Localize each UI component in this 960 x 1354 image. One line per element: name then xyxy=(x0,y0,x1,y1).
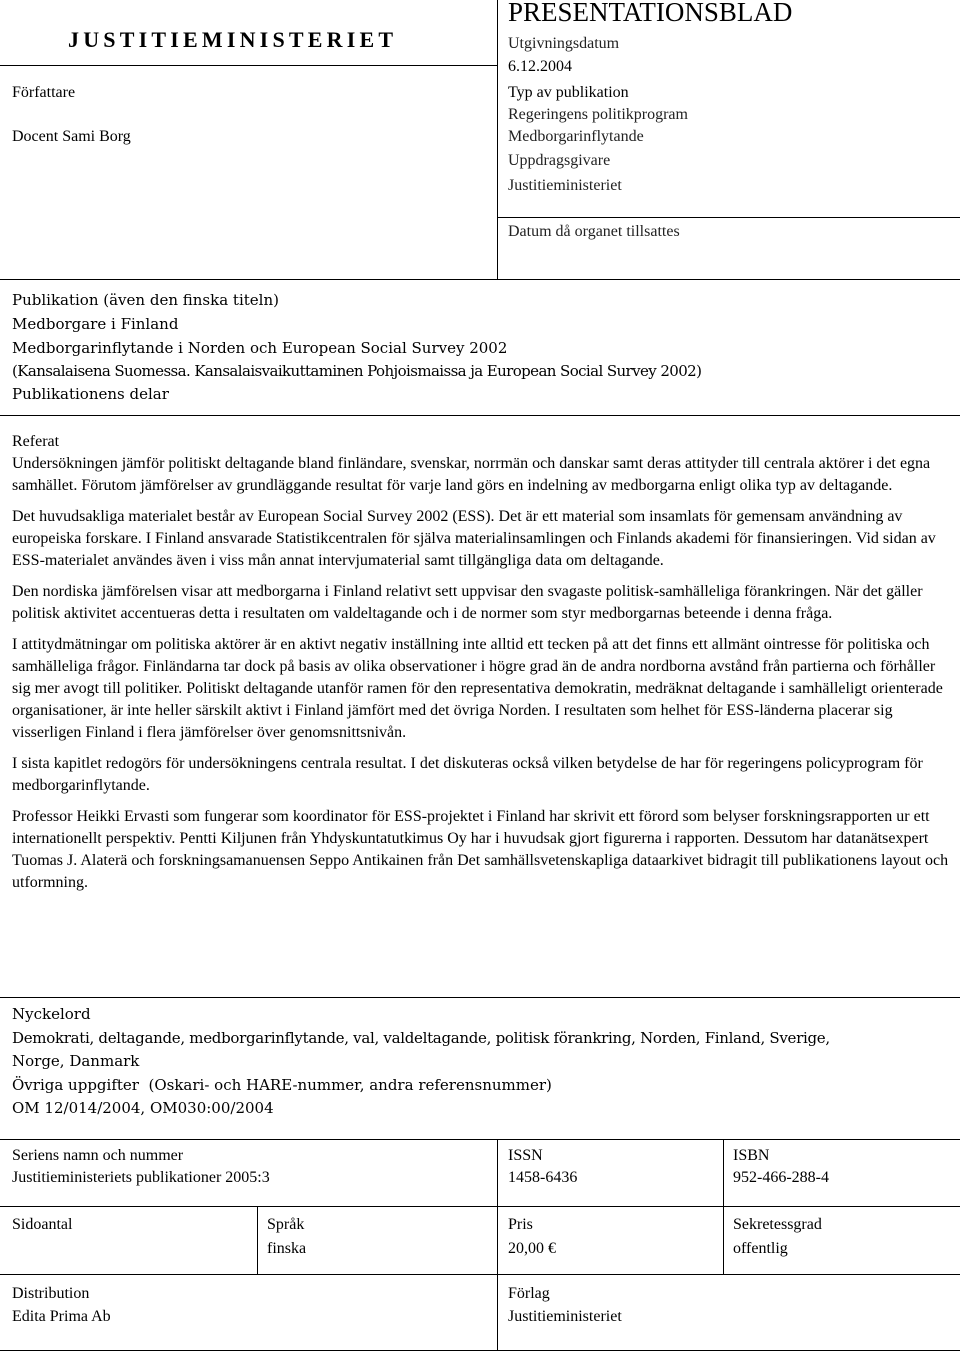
keywords-line1: Demokrati, deltagande, medborgarinflytande, val, valdeltagande, politisk förankring, Norden, Finland, Sverige, xyxy=(12,1029,830,1047)
footer-row3-border xyxy=(0,1274,960,1275)
ministry-title: JUSTITIEMINISTERIET xyxy=(68,27,398,52)
left-header-divider xyxy=(0,65,497,66)
isbn-value: 952-466-288-4 xyxy=(733,1169,829,1186)
issn-label: ISSN xyxy=(508,1147,543,1164)
keywords-label: Nyckelord xyxy=(12,1005,91,1023)
price-label: Pris xyxy=(508,1216,533,1233)
publisher-value: Justitieministeriet xyxy=(508,1308,622,1325)
pages-label: Sidoantal xyxy=(12,1216,73,1233)
publication-label: Publikation (även den finska titeln) xyxy=(12,291,279,309)
footer-col-divider-1 xyxy=(497,1139,498,1350)
secrecy-value: offentlig xyxy=(733,1240,788,1257)
footer-bottom-border xyxy=(0,1350,960,1351)
abstract-paragraph: Undersökningen jämför politiskt deltagande bland finländare, svenskar, norrmän och danskar samt deras attityder till centrala aktörer i det egna samhället. Förutom jämförelser av grundläggande resultat för varje land görs en indelning av medborgarna enligt olika typ av deltagande. xyxy=(12,455,931,494)
abstract-label: Referat xyxy=(12,433,60,450)
abstract-paragraph: I sista kapitlet redogörs för undersökningens centrala resultat. I det diskuteras också vilken betydelse de har för regeringens policyprogram för medborgarinflytande. xyxy=(12,755,923,794)
right-header-divider xyxy=(497,217,960,218)
footer-col-divider-2 xyxy=(723,1139,724,1275)
pubtype-label: Typ av publikation xyxy=(508,84,629,101)
top-section-divider xyxy=(497,0,498,279)
other-info-label: Övriga uppgifter (Oskari- och HARE-nummer, andra referensnummer) xyxy=(12,1076,552,1094)
date-label: Utgivningsdatum xyxy=(508,35,620,52)
language-label: Språk xyxy=(267,1216,305,1233)
author-value: Docent Sami Borg xyxy=(12,128,131,145)
top-section-bottom-border xyxy=(0,279,960,280)
abstract-bottom-border xyxy=(0,997,960,998)
isbn-label: ISBN xyxy=(733,1147,770,1164)
other-info-value: OM 12/014/2004, OM030:00/2004 xyxy=(12,1099,274,1117)
language-value: finska xyxy=(267,1240,307,1257)
keywords-line2: Norge, Danmark xyxy=(12,1052,140,1070)
issn-value: 1458-6436 xyxy=(508,1169,578,1186)
pubtype-line1: Regeringens politikprogram xyxy=(508,106,688,123)
publication-title-line1: Medborgare i Finland xyxy=(12,315,179,333)
abstract-paragraph: Den nordiska jämförelsen visar att medborgarna i Finland relativt sett uppvisar den svagaste politisk-samhälleliga förankringen. När det gäller politisk aktivitet accentueras detta i resultaten om valdeltagande och i de normer som styr medborgarnas beteende i denna fråga. xyxy=(12,583,923,622)
organ-date-label: Datum då organet tillsattes xyxy=(508,223,680,240)
series-value: Justitieministeriets publikationer 2005:3 xyxy=(12,1169,270,1186)
abstract-paragraph: I attitydmätningar om politiska aktörer är en aktivt negativ inställning inte alltid ett tecken på att det finns ett allmänt ointresse för politiska och samhälleliga frågor. Finländarna tar dock på basis av olika observationer i högre grad än de andra nordborna avstånd från partierna och förhåller sig mer avogt till politiker. Politiskt deltagande utanför ramen för den representativa demokratin, medräknat deltagande i samhälleligt orienterade organisationer, är inte heller särskilt aktivt i Finland jämfört med det övriga Norden. I resultaten som helhet för ESS-länderna placerar sig visserligen Finland i flera jämförelser över genomsnittsnivån. xyxy=(12,636,943,741)
abstract-body xyxy=(12,453,950,903)
footer-top-border xyxy=(0,1139,960,1140)
footer-row2-border xyxy=(0,1206,960,1207)
abstract-paragraph: Professor Heikki Ervasti som fungerar som koordinator för ESS-projektet i Finland har skrivit ett förord som belyser forskningsrapporten ur ett internationellt perspektiv. Pentti Kiljunen från Yhdyskuntatutkimus Oy har i huvudsak gjort figurerna i rapporten. Dessutom har datanätsexpert Tuomas J. Alaterä och forskningsamanuensen Seppo Antikainen från Det samhällsvetenskapliga dataarkivet bidragit till publikationens layout och utformning. xyxy=(12,808,949,891)
form-title: PRESENTATIONSBLAD xyxy=(508,0,793,27)
distribution-label: Distribution xyxy=(12,1285,90,1302)
publication-parts-label: Publikationens delar xyxy=(12,385,169,403)
publisher-label: Förlag xyxy=(508,1285,550,1302)
abstract-paragraph: Det huvudsakliga materialet består av European Social Survey 2002 (ESS). Det är ett material som insamlats för gemensam användning av europeiska forskare. I Finland ansvarade Statistikcentralen för själva materialinsamlingen och Finlands akademi för finansieringen. Vid sidan av ESS-materialet användes även i viss mån annat intervjumaterial samt tillgängliga data om deltagande. xyxy=(12,508,936,569)
publication-title-line2: Medborgarinflytande i Norden och European Social Survey 2002 xyxy=(12,339,508,357)
author-label: Författare xyxy=(12,84,76,101)
distribution-value: Edita Prima Ab xyxy=(12,1308,111,1325)
pubtype-line2: Medborgarinflytande xyxy=(508,128,644,145)
secrecy-label: Sekretessgrad xyxy=(733,1216,822,1233)
series-label: Seriens namn och nummer xyxy=(12,1147,184,1164)
footer-col-divider-lang xyxy=(257,1206,258,1274)
price-value: 20,00 € xyxy=(508,1240,556,1257)
publication-title-line3: (Kansalaisena Suomessa. Kansalaisvaikuttaminen Pohjoismaissa ja European Social Survey 2002) xyxy=(12,362,702,380)
parts-divider xyxy=(0,415,960,416)
client-label: Uppdragsgivare xyxy=(508,152,611,169)
date-value: 6.12.2004 xyxy=(508,58,572,75)
client-value: Justitieministeriet xyxy=(508,177,622,194)
